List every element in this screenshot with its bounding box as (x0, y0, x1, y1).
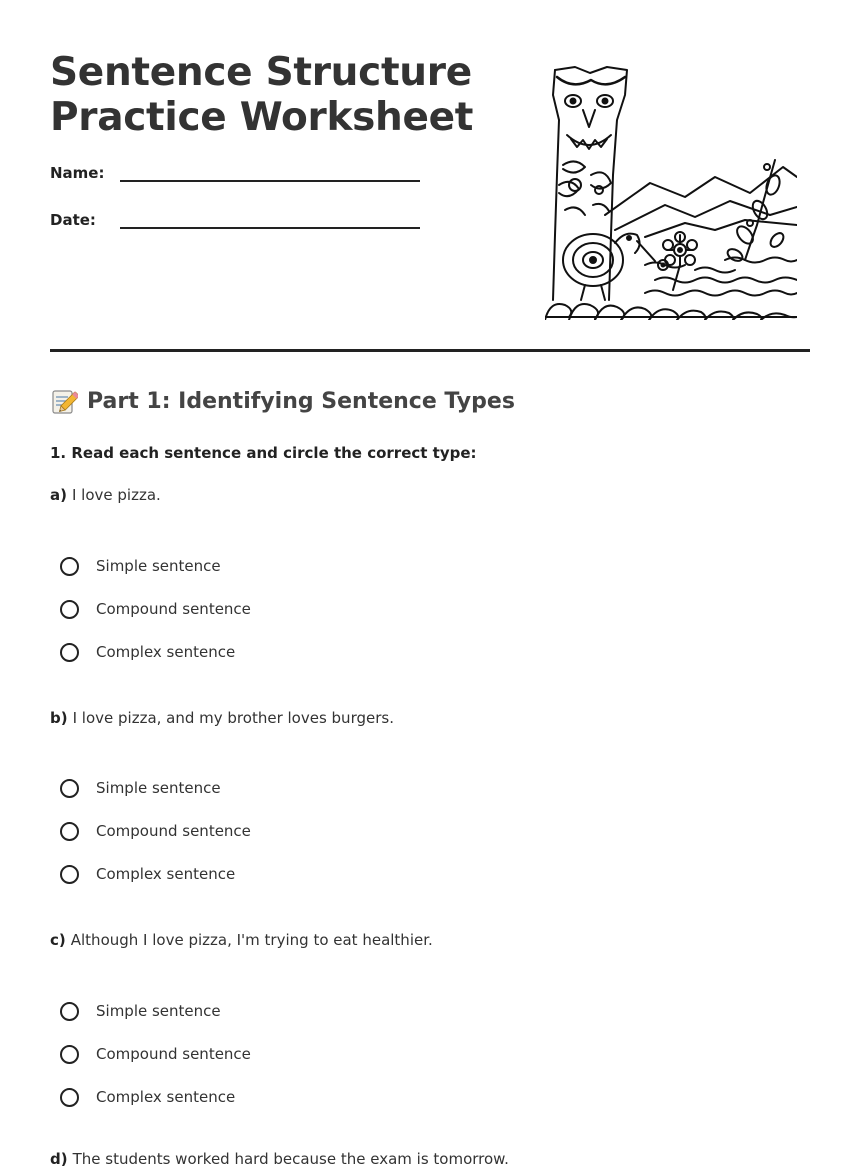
part1-heading-text: Part 1: Identifying Sentence Types (87, 388, 515, 414)
question-text: Although I love pizza, I'm trying to eat healthier. (70, 931, 433, 949)
option-label: Compound sentence (96, 822, 251, 840)
radio-circle[interactable] (60, 865, 79, 884)
memo-pencil-icon (50, 387, 78, 415)
option-b-compound[interactable] (60, 819, 251, 843)
name-label: Name: (50, 164, 105, 182)
maori-carving-landscape-illustration-icon (545, 65, 797, 320)
question-text: I love pizza. (71, 486, 161, 504)
worksheet-title (50, 50, 473, 140)
option-label: Simple sentence (96, 779, 221, 797)
question-a (50, 486, 161, 504)
option-label: Compound sentence (96, 1045, 251, 1063)
radio-circle[interactable] (60, 822, 79, 841)
radio-circle[interactable] (60, 1088, 79, 1107)
option-c-compound[interactable] (60, 1042, 251, 1066)
option-b-complex[interactable] (60, 862, 235, 886)
worksheet-page (50, 0, 810, 1168)
option-label: Complex sentence (96, 865, 236, 883)
header-divider (50, 349, 810, 352)
option-c-simple[interactable] (60, 999, 221, 1023)
option-a-compound[interactable] (60, 597, 251, 621)
question-text: I love pizza, and my brother loves burgers. (72, 709, 394, 727)
option-label: Simple sentence (96, 1002, 221, 1020)
radio-circle[interactable] (60, 779, 79, 798)
question-b (50, 709, 394, 727)
option-label: Complex sentence (96, 643, 236, 661)
radio-circle[interactable] (60, 600, 79, 619)
question-d (50, 1150, 509, 1168)
date-label: Date: (50, 211, 96, 229)
option-label: Simple sentence (96, 557, 221, 575)
question-letter: c) (50, 931, 66, 949)
option-a-simple[interactable] (60, 554, 221, 578)
question-letter: a) (50, 486, 67, 504)
option-label: Complex sentence (96, 1088, 236, 1106)
name-field[interactable] (50, 164, 420, 188)
option-label: Compound sentence (96, 600, 251, 618)
title-line-1: Sentence Structure (50, 50, 472, 95)
radio-circle[interactable] (60, 1002, 79, 1021)
title-line-2: Practice Worksheet (50, 95, 474, 140)
question-c (50, 931, 433, 949)
radio-circle[interactable] (60, 1045, 79, 1064)
date-field[interactable] (50, 211, 420, 235)
question-text: The students worked hard because the exam is tomorrow. (72, 1150, 509, 1168)
part1-heading (50, 387, 515, 415)
radio-circle[interactable] (60, 557, 79, 576)
part1-instruction: 1. Read each sentence and circle the correct type: (50, 444, 477, 462)
question-letter: d) (50, 1150, 68, 1168)
question-letter: b) (50, 709, 68, 727)
radio-circle[interactable] (60, 643, 79, 662)
option-a-complex[interactable] (60, 640, 235, 664)
option-b-simple[interactable] (60, 776, 221, 800)
option-c-complex[interactable] (60, 1085, 235, 1109)
name-line[interactable] (120, 180, 420, 182)
date-line[interactable] (120, 227, 420, 229)
